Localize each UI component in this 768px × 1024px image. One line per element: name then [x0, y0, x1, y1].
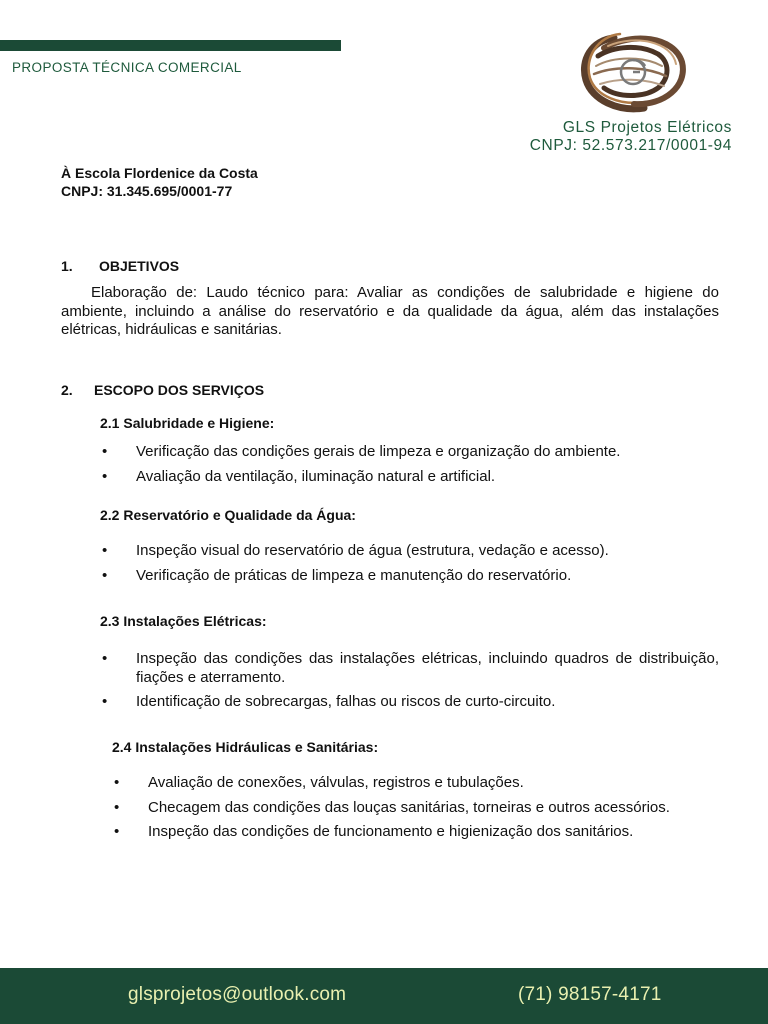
- gls-logo-icon: [574, 26, 692, 116]
- list-item: • Inspeção das condições das instalações elétricas, incluindo quadros de distribuição, fiações e aterramento.: [101, 650, 719, 687]
- header-accent-bar: [0, 40, 341, 51]
- recipient-cnpj: CNPJ: 31.345.695/0001-77: [61, 183, 233, 199]
- list-item: • Verificação das condições gerais de limpeza e organização do ambiente.: [101, 443, 719, 462]
- list-item: • Avaliação de conexões, válvulas, registros e tubulações.: [113, 774, 727, 793]
- list-item: • Inspeção das condições de funcionamento e higienização dos sanitários.: [113, 823, 727, 842]
- section-title: OBJETIVOS: [99, 258, 180, 274]
- section-number: 1.: [61, 258, 73, 274]
- subsection-2-2-title: 2.2 Reservatório e Qualidade da Água:: [100, 507, 356, 523]
- company-name: GLS Projetos Elétricos: [562, 119, 732, 136]
- section-title: ESCOPO DOS SERVIÇOS: [94, 382, 265, 398]
- list-item: • Checagem das condições das louças sanitárias, torneiras e outros acessórios.: [113, 799, 727, 818]
- subsection-2-1-title: 2.1 Salubridade e Higiene:: [100, 415, 275, 431]
- company-cnpj: CNPJ: 52.573.217/0001-94: [529, 137, 732, 154]
- subsection-2-1-list: [101, 443, 719, 492]
- list-item: • Avaliação da ventilação, iluminação natural e artificial.: [101, 468, 719, 487]
- document-type-label: PROPOSTA TÉCNICA COMERCIAL: [12, 60, 242, 75]
- section-number: 2.: [61, 382, 73, 398]
- list-item: • Identificação de sobrecargas, falhas ou riscos de curto-circuito.: [101, 693, 719, 712]
- objetivos-paragraph: Elaboração de: Laudo técnico para: Avaliar as condições de salubridade e higiene do ambiente, incluindo a análise do reservatório e da qualidade da água, além das instalações elétricas, hidráulicas e sanitárias.: [61, 284, 719, 338]
- list-item: • Inspeção visual do reservatório de água (estrutura, vedação e acesso).: [101, 542, 719, 561]
- subsection-2-4-list: [113, 774, 727, 848]
- subsection-2-2-list: [101, 542, 719, 591]
- recipient-name: À Escola Flordenice da Costa: [61, 165, 258, 181]
- subsection-2-3-title: 2.3 Instalações Elétricas:: [100, 613, 267, 629]
- section-objetivos-heading: [61, 258, 179, 274]
- subsection-2-3-list: [101, 650, 719, 718]
- footer-phone: (71) 98157-4171: [518, 984, 662, 1005]
- recipient-block: [61, 164, 258, 200]
- section-escopo-heading: [61, 382, 264, 398]
- list-item: • Verificação de práticas de limpeza e manutenção do reservatório.: [101, 567, 719, 586]
- subsection-2-4-title: 2.4 Instalações Hidráulicas e Sanitárias:: [112, 739, 379, 755]
- footer-email: glsprojetos@outlook.com: [128, 984, 347, 1005]
- company-info: [530, 119, 732, 155]
